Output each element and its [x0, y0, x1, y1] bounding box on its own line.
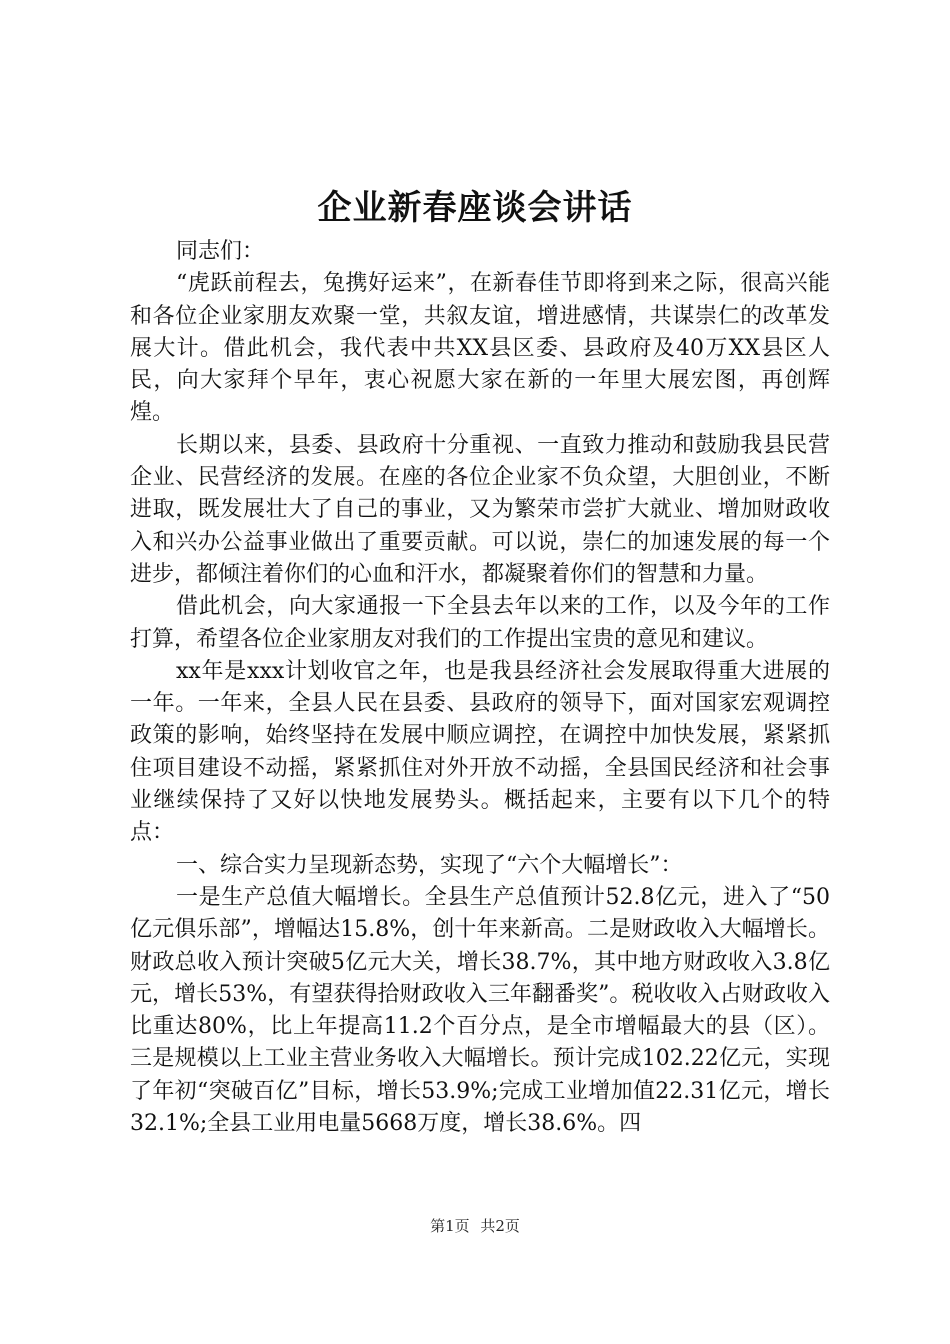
paragraph-greeting: “虎跃前程去，兔携好运来”，在新春佳节即将到来之际，很高兴能和各位企业家朋友欢聚一堂，共叙友谊，增进感情，共谋崇仁的改革发展大计。借此机会，我代表中共XX县区委、县政府及40万XX县区人民，向大家拜个早年，衷心祝愿大家在新的一年里大展宏图，再创辉煌。	[130, 271, 830, 426]
page-footer	[0, 1216, 950, 1236]
document-title: 企业新春座谈会讲话	[317, 188, 633, 228]
document-body	[130, 236, 830, 1140]
paragraph-report-intro: 借此机会，向大家通报一下全县去年以来的工作，以及今年的工作打算，希望各位企业家朋友对我们的工作提出宝贵的意见和建议。	[130, 594, 830, 652]
paragraph-salutation: 同志们：	[176, 239, 265, 264]
paragraph-year-review: xx年是xxx计划收官之年，也是我县经济社会发展取得重大进展的一年。一年来，全县人民在县委、县政府的领导下，面对国家宏观调控政策的影响，始终坚持在发展中顺应调控，在调控中加快发展，紧紧抓住项目建设不动摇，紧紧抓住对外开放不动摇，全县国民经济和社会事业继续保持了又好以快地发展势头。概括起来，主要有以下几个的特点：	[130, 658, 830, 846]
page-number-current: 第1页	[430, 1217, 470, 1235]
page-number-total: 共2页	[480, 1217, 520, 1235]
paragraph-private-enterprise: 长期以来，县委、县政府十分重视、一直致力推动和鼓励我县民营企业、民营经济的发展。在座的各位企业家不负众望，大胆创业，不断进取，既发展壮大了自己的事业，又为繁荣市尝扩大就业、增加财政收入和兴办公益事业做出了重要贡献。可以说，崇仁的加速发展的每一个进步，都倾注着你们的心血和汗水，都凝聚着你们的智慧和力量。	[130, 432, 830, 587]
section-heading-1: 一、综合实力呈现新态势，实现了“六个大幅增长”：	[176, 852, 683, 878]
paragraph-growth-details: 一是生产总值大幅增长。全县生产总值预计52.8亿元，进入了“50亿元俱乐部”，增幅达15.8%，创十年来新高。二是财政收入大幅增长。财政总收入预计突破5亿元大关，增长38.7%，其中地方财政收入3.8亿元，增长53%，有望获得拾财政收入三年翻番奖”。税收收入占财政收入比重达80%，比上年提高11.2个百分点，是全市增幅最大的县（区）。三是规模以上工业主营业务收入大幅增长。预计完成102.22亿元，实现了年初“突破百亿”目标，增长53.9%;完成工业增加值22.31亿元，增长32.1%;全县工业用电量5668万度，增长38.6%。四	[130, 884, 830, 1137]
